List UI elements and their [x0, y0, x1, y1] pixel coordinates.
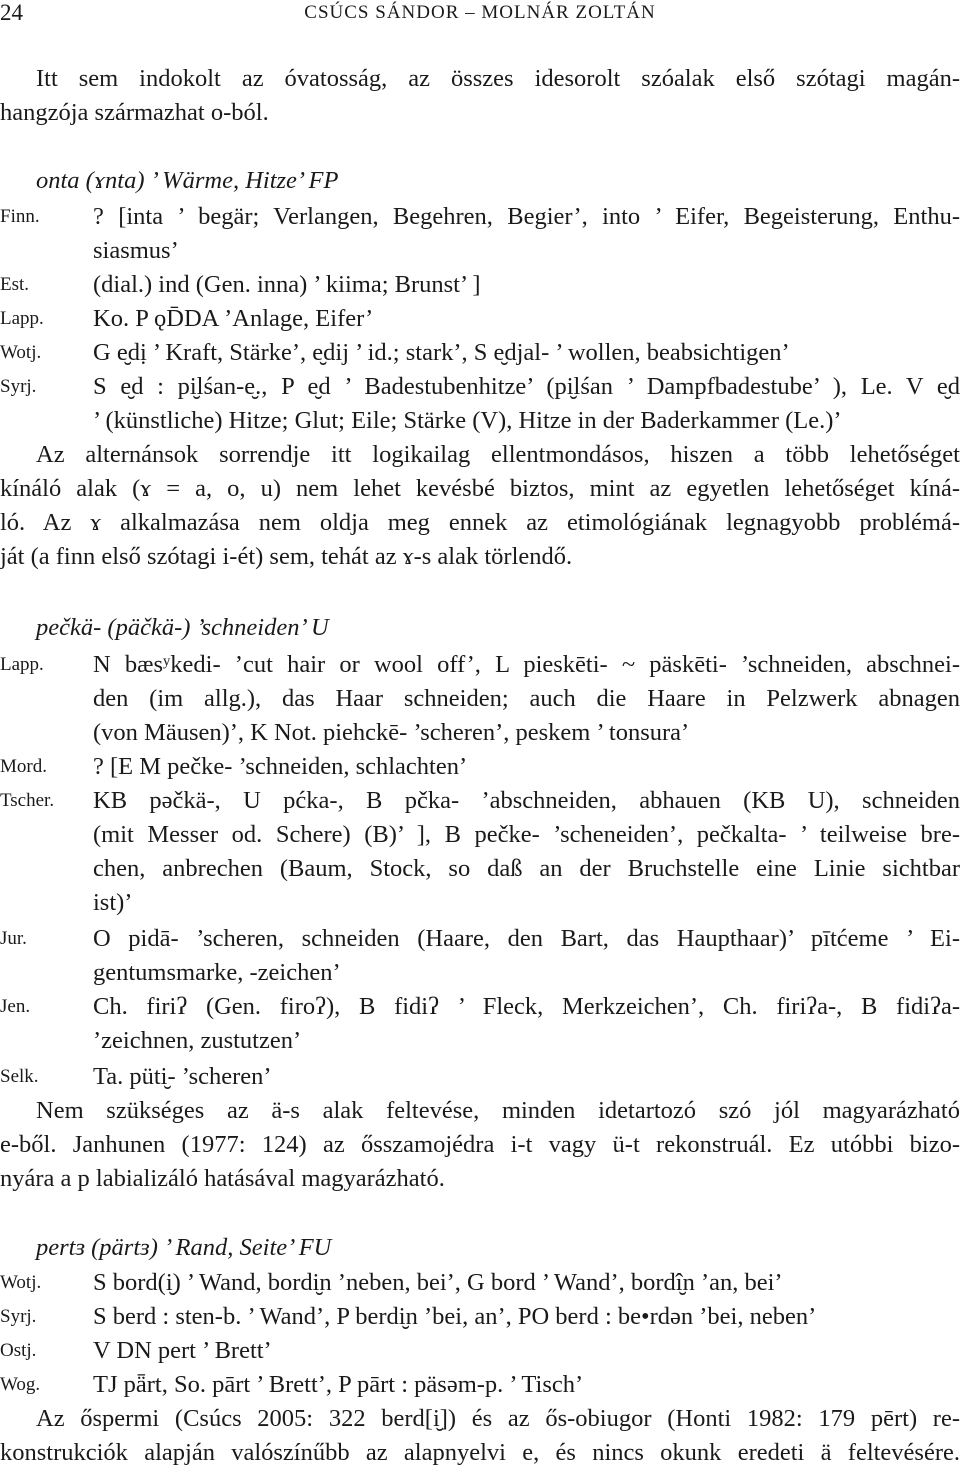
language-label: Mord. — [0, 756, 47, 777]
paragraph-line: Nem szükséges az ä-s alak feltevése, minden idetartozó szó jól magyarázható — [36, 1097, 960, 1124]
language-entry-line: ist)’ — [93, 889, 133, 916]
language-entry-line: TJ pǟrt, So. pārt ’ Brett’, P pārt : päsəm-p. ’ Tisch’ — [93, 1371, 584, 1398]
etymology-headword: pertɜ (pärtɜ) ’ Rand, Seite’ FU — [36, 1234, 332, 1261]
language-entry-line: G e̮dị ’ Kraft, Stärke’, e̮dij ’ id.; stark’, S e̮djal- ’ wollen, beabsichtigen’ — [93, 339, 790, 366]
language-entry-line: S berd : sten-b. ’ Wand’, P berdi̮n ’bei, an’, PO berd : be•rdən ’bei, neben’ — [93, 1303, 817, 1330]
paragraph-line: ját (a finn első szótagi i-ét) sem, tehát az ɤ-s alak törlendő. — [0, 543, 573, 570]
language-entry-line: (dial.) ind (Gen. inna) ’ kiima; Brunst’ ] — [93, 271, 481, 298]
paragraph-line: konstrukciók alapján valószínűbb az alapnyelvi e, és nincs okunk eredeti ä feltevésére. — [0, 1439, 960, 1466]
language-entry-line: ? [inta ’ begär; Verlangen, Begehren, Begier’, into ’ Eifer, Begeisterung, Enthu- — [93, 203, 960, 230]
paragraph-line: Az őspermi (Csúcs 2005: 322 berd[i̮]) és az ős-obiugor (Honti 1982: 179 pērt) re- — [36, 1405, 960, 1432]
language-label: Wotj. — [0, 1272, 42, 1293]
paragraph-line: Itt sem indokolt az óvatosság, az összes idesorolt szóalak első szótagi magán- — [36, 65, 960, 92]
language-entry-line: ’zeichnen, zustutzen’ — [93, 1027, 302, 1054]
paragraph-line: e-ből. Janhunen (1977: 124) az ősszamojédra i-t vagy ü-t rekonstruál. Ez utóbbi bizo- — [0, 1131, 960, 1158]
language-label: Ostj. — [0, 1340, 37, 1361]
language-entry-line: N bæsʸkedi- ’cut hair or wool off’, L pieskēti- ~ päskēti- ’schneiden, abschnei- — [93, 651, 960, 678]
paragraph-line: ló. Az ɤ alkalmazása nem oldja meg ennek az etimológiának legnagyobb problémá- — [0, 509, 960, 536]
paragraph-line: Az alternánsok sorrendje itt logikailag ellentmondásos, hiszen a több lehetőséget — [36, 441, 960, 468]
language-label: Lapp. — [0, 654, 44, 675]
language-entry-line: siasmus’ — [93, 237, 179, 264]
language-entry-line: S e̮d : pi̮lśan-e̮., P e̮d ’ Badestubenhitze’ (pi̮lśan ’ Dampfbadestube’ ), Le. V e̮d — [93, 373, 960, 400]
language-entry-line: Ta. püti̮- ’scheren’ — [93, 1063, 272, 1090]
language-label: Jen. — [0, 996, 31, 1017]
language-label: Wog. — [0, 1374, 41, 1395]
language-label: Syrj. — [0, 376, 37, 397]
language-label: Est. — [0, 274, 30, 295]
language-label: Jur. — [0, 928, 27, 949]
running-title: CSÚCS SÁNDOR – MOLNÁR ZOLTÁN — [304, 2, 656, 23]
language-entry-line: (mit Messer od. Schere) (B)’ ], B pečke- ’scheneiden’, pečkalta- ’ teilweise bre- — [93, 821, 960, 848]
paragraph-line: kínáló alak (ɤ = a, o, u) nem lehet kevésbé biztos, mint az egyetlen lehetőséget kíná- — [0, 475, 960, 502]
language-entry-line: S bord(i̮) ’ Wand, bordi̮n ’neben, bei’, G bord ’ Wand’, bordî̮n ’an, bei’ — [93, 1269, 783, 1296]
language-label: Finn. — [0, 206, 40, 227]
language-label: Wotj. — [0, 342, 42, 363]
language-label: Syrj. — [0, 1306, 37, 1327]
page-number: 24 — [0, 0, 23, 25]
language-entry-line: den (im allg.), das Haar schneiden; auch die Haare in Pelzwerk abnagen — [93, 685, 960, 712]
language-label: Selk. — [0, 1066, 39, 1087]
language-entry-line: V DN pert ’ Brett’ — [93, 1337, 272, 1364]
paragraph-line: nyára a p labializáló hatásával magyarázható. — [0, 1165, 445, 1192]
language-entry-line: (von Mäusen)’, K Not. piehckē- ’scheren’, peskem ’ tonsura’ — [93, 719, 690, 746]
language-entry-line: ’ (künstliche) Hitze; Glut; Eile; Stärke (V), Hitze in der Baderkammer (Le.)’ — [93, 407, 842, 434]
page-header — [0, 0, 960, 30]
language-label: Tscher. — [0, 790, 55, 811]
language-entry-line: KB pəčkä-, U pćka-, B pčka- ’abschneiden, abhauen (KB U), schneiden — [93, 787, 960, 814]
language-label: Lapp. — [0, 308, 44, 329]
language-entry-line: gentumsmarke, -zeichen’ — [93, 959, 341, 986]
paragraph-line: hangzója származhat o-ból. — [0, 99, 269, 126]
language-entry-line: O pidā- ’scheren, schneiden (Haare, den Bart, das Haupthaar)’ pītćeme ’ Ei- — [93, 925, 960, 952]
language-entry-line: chen, anbrechen (Baum, Stock, so daß an der Bruchstelle eine Linie sichtbar — [93, 855, 960, 882]
language-entry-line: ? [E M pečke- ’schneiden, schlachten’ — [93, 753, 468, 780]
etymology-headword: pečkä- (päčkä-) ’schneiden’ U — [36, 614, 329, 641]
language-entry-line: Ko. P ǫD̄DA ’Anlage, Eifer’ — [93, 305, 374, 332]
language-entry-line: Ch. firiʔ (Gen. firoʔ), B fidiʔ ’ Fleck, Merkzeichen’, Ch. firiʔa-, B fidiʔa- — [93, 993, 960, 1020]
etymology-headword: onta (ɤnta) ’ Wärme, Hitze’ FP — [36, 167, 339, 194]
